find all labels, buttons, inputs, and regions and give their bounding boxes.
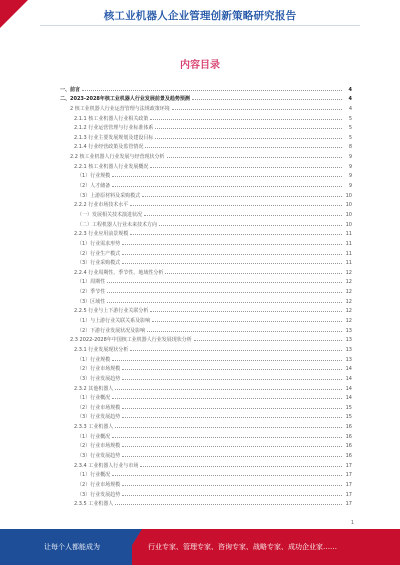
toc-entry[interactable]: [60, 122, 352, 132]
toc-leader-dots: [112, 176, 342, 177]
toc-leader-dots: [130, 234, 342, 235]
toc-entry-label: 2.2.3 行业应用前景规模: [74, 231, 129, 238]
toc-leader-dots: [172, 109, 342, 110]
toc-entry-page: 16: [345, 433, 352, 440]
toc-entry[interactable]: [60, 343, 352, 353]
toc-entry[interactable]: [60, 208, 352, 218]
toc-entry-page: 17: [345, 491, 352, 498]
toc-leader-dots: [165, 273, 342, 274]
footer-slant-shape: [120, 529, 142, 565]
toc-entry-page: 14: [345, 366, 352, 373]
toc-leader-dots: [115, 504, 342, 505]
toc-entry[interactable]: [60, 189, 352, 199]
toc-entry[interactable]: [60, 305, 352, 315]
page-number: 1: [350, 520, 354, 526]
toc-entry-page: 14: [345, 375, 352, 382]
toc-entry-label: （2）行业市场规模: [77, 481, 121, 488]
toc-entry[interactable]: [60, 295, 352, 305]
toc-entry-page: 14: [345, 385, 352, 392]
toc-leader-dots: [159, 225, 342, 226]
toc-entry[interactable]: [60, 459, 352, 469]
toc-entry-label: （2）下游行业发展状况及影响: [77, 327, 146, 334]
toc-entry-page: 17: [345, 501, 352, 508]
toc-entry-label: （1）行业规模: [77, 173, 111, 180]
toc-entry-page: 12: [345, 318, 352, 325]
toc-entry[interactable]: [60, 478, 352, 488]
toc-leader-dots: [194, 340, 342, 341]
toc-entry[interactable]: [60, 382, 352, 392]
toc-entry[interactable]: [60, 141, 352, 151]
toc-entry[interactable]: [60, 411, 352, 421]
toc-entry-label: 2.1.2 行业运营管理与行业标准体系: [74, 125, 154, 132]
toc-entry-label: 二、2023-2028年核工业机器人行业发展前景及趋势预测: [60, 96, 190, 103]
toc-leader-dots: [155, 128, 342, 129]
toc-entry-page: 10: [345, 202, 352, 209]
toc-entry[interactable]: [60, 449, 352, 459]
toc-entry-label: （1）周期性: [77, 279, 106, 286]
toc-entry-page: 5: [348, 115, 352, 122]
toc-leader-dots: [122, 379, 342, 380]
toc-entry-page: 11: [345, 250, 352, 257]
toc-entry-label: （2）季节性: [77, 289, 106, 296]
toc-leader-dots: [142, 196, 342, 197]
toc-entry-page: 12: [345, 279, 352, 286]
toc-leader-dots: [122, 417, 342, 418]
toc-leader-dots: [107, 292, 342, 293]
toc-entry-label: 2.1.1 核工业机器人行业相关政策: [74, 115, 149, 122]
toc-entry-label: （3）行业发展趋势: [77, 452, 121, 459]
toc-entry-page: 14: [345, 395, 352, 402]
toc-leader-dots: [122, 446, 342, 447]
toc-entry[interactable]: [60, 170, 352, 180]
toc-entry-page: 12: [345, 308, 352, 315]
toc-leader-dots: [122, 495, 342, 496]
toc-entry-label: 2.2.4 行业周期性、季节性、地域性分析: [74, 269, 164, 276]
toc-leader-dots: [122, 408, 342, 409]
toc-entry-page: 12: [345, 298, 352, 305]
toc-entry[interactable]: [60, 372, 352, 382]
toc-leader-dots: [112, 186, 342, 187]
toc-leader-dots: [150, 311, 342, 312]
toc-leader-dots: [107, 282, 342, 283]
toc-entry[interactable]: [60, 257, 352, 267]
toc-entry[interactable]: [60, 420, 352, 430]
toc-leader-dots: [112, 360, 342, 361]
toc-entry-label: （2）人才储备: [77, 183, 111, 190]
page-header: [0, 0, 400, 30]
toc-heading: 内容目录: [180, 60, 220, 71]
toc-entry-page: 16: [345, 424, 352, 431]
toc-leader-dots: [122, 456, 342, 457]
toc-entry-label: 2.2 核工业机器人行业发展与经营现状分析: [70, 154, 165, 161]
toc-entry[interactable]: [60, 112, 352, 122]
toc-entry-label: 2.3.5 工业机器人: [74, 501, 114, 508]
toc-entry-label: 2.3.3 工业机器人: [74, 424, 114, 431]
toc-entry-label: （1）行业概况: [77, 395, 111, 402]
toc-leader-dots: [147, 331, 342, 332]
page-footer: [0, 529, 400, 565]
toc-entry-page: 4: [348, 96, 352, 103]
toc-entry-label: （3）区域性: [77, 298, 106, 305]
toc-entry-label: 2.3.1 行业发展现状分析: [74, 346, 129, 353]
toc-entry[interactable]: [60, 285, 352, 295]
toc-leader-dots: [155, 138, 342, 139]
toc-entry-page: 17: [345, 472, 352, 479]
toc-entry-label: 一、前言: [60, 86, 81, 93]
toc-entry-page: 15: [345, 414, 352, 421]
toc-leader-dots: [107, 302, 342, 303]
toc-leader-dots: [115, 389, 342, 390]
toc-entry-label: 2.1.3 行业主要发展规划及建设目标: [74, 134, 154, 141]
toc-leader-dots: [122, 263, 342, 264]
toc-entry[interactable]: [60, 102, 352, 112]
toc-entry-label: 2.1.4 行业经营政策及监管情况: [74, 144, 144, 151]
toc-entry[interactable]: [60, 247, 352, 257]
toc-leader-dots: [140, 466, 342, 467]
toc-entry-page: 9: [348, 154, 352, 161]
toc-entry-page: 9: [348, 173, 352, 180]
toc-entry-label: （2）行业生产模式: [77, 250, 121, 257]
toc-entry[interactable]: [60, 324, 352, 334]
toc-entry-page: 15: [345, 404, 352, 411]
toc-entry-label: 2.3.2 其他机器人: [74, 385, 114, 392]
toc-entry-page: 13: [345, 356, 352, 363]
toc-entry-page: 10: [345, 192, 352, 199]
toc-entry-label: （1）行业概况: [77, 433, 111, 440]
toc-entry[interactable]: [60, 469, 352, 479]
toc-entry[interactable]: [60, 93, 352, 103]
toc-entry-label: 2.2.2 行业市场技术水平: [74, 202, 129, 209]
toc-leader-dots: [122, 369, 342, 370]
toc-entry-page: 5: [348, 134, 352, 141]
toc-entry[interactable]: [60, 228, 352, 238]
toc-entry-label: 2 核工业机器人行业运营管理与法规政策环境: [70, 105, 170, 112]
toc-leader-dots: [130, 350, 342, 351]
toc-entry[interactable]: [60, 276, 352, 286]
toc-leader-dots: [152, 321, 342, 322]
toc-entry-page: 16: [345, 443, 352, 450]
toc-leader-dots: [122, 244, 342, 245]
report-title: 核工业机器人企业管理创新策略研究报告: [103, 10, 297, 22]
toc-leader-dots: [122, 254, 342, 255]
header-divider: [40, 25, 360, 26]
toc-entry[interactable]: [60, 83, 352, 93]
toc-entry-page: 12: [345, 269, 352, 276]
toc-leader-dots: [115, 427, 342, 428]
toc-entry-page: 11: [345, 231, 352, 238]
toc-entry-page: 11: [345, 240, 352, 247]
toc-entry-page: 17: [345, 481, 352, 488]
toc-entry-page: 9: [348, 183, 352, 190]
toc-leader-dots: [112, 398, 342, 399]
toc-entry-page: 4: [348, 105, 352, 112]
toc-entry-label: （1）与上游行业关联关系及影响: [77, 318, 151, 325]
toc-leader-dots: [192, 99, 342, 100]
toc-entry-label: 2.3.4 工业机器人行业与市场: [74, 462, 139, 469]
toc-entry-label: （3）行业发展趋势: [77, 375, 121, 382]
toc-entry[interactable]: [60, 218, 352, 228]
toc-entry-page: 12: [345, 289, 352, 296]
table-of-contents: [60, 83, 352, 507]
toc-entry-page: 4: [348, 86, 352, 93]
toc-entry[interactable]: [60, 430, 352, 440]
toc-leader-dots: [112, 475, 342, 476]
footer-slogan-left: 让每个人都能成为: [44, 543, 100, 551]
toc-entry[interactable]: [60, 150, 352, 160]
toc-entry-label: （3）行业发展趋势: [77, 491, 121, 498]
toc-entry[interactable]: [60, 179, 352, 189]
toc-leader-dots: [130, 205, 342, 206]
toc-entry[interactable]: [60, 131, 352, 141]
toc-entry-label: （2）行业市场规模: [77, 443, 121, 450]
toc-entry-page: 13: [345, 346, 352, 353]
toc-entry[interactable]: [60, 363, 352, 373]
toc-leader-dots: [145, 147, 342, 148]
toc-entry-label: （1）行业规模: [77, 356, 111, 363]
toc-entry-label: （3）行业发展趋势: [77, 414, 121, 421]
toc-entry-page: 10: [345, 211, 352, 218]
toc-leader-dots: [167, 157, 342, 158]
toc-entry-label: （3）上游原材料及采购模式: [77, 192, 141, 199]
toc-leader-dots: [82, 90, 342, 91]
toc-entry-page: 9: [348, 163, 352, 170]
toc-entry-page: 11: [345, 260, 352, 267]
toc-entry-label: （1）行业概况: [77, 472, 111, 479]
toc-entry[interactable]: [60, 498, 352, 508]
toc-entry-label: （3）行业采购模式: [77, 260, 121, 267]
toc-entry[interactable]: [60, 160, 352, 170]
toc-entry-page: 13: [345, 337, 352, 344]
toc-leader-dots: [150, 167, 342, 168]
toc-entry-page: 5: [348, 125, 352, 132]
toc-entry-page: 16: [345, 452, 352, 459]
toc-entry[interactable]: [60, 314, 352, 324]
toc-entry[interactable]: [60, 334, 352, 344]
toc-leader-dots: [144, 215, 342, 216]
toc-entry-label: 2.2.1 核工业机器人行业发展概况: [74, 163, 149, 170]
toc-entry[interactable]: [60, 199, 352, 209]
toc-entry[interactable]: [60, 353, 352, 363]
toc-leader-dots: [150, 119, 342, 120]
toc-entry[interactable]: [60, 440, 352, 450]
toc-entry-page: 13: [345, 327, 352, 334]
footer-slogan-right: 行业专家、管理专家、咨询专家、战略专家、成功企业家……: [148, 543, 337, 551]
toc-entry-page: 17: [345, 462, 352, 469]
toc-entry-label: （2）行业市场规模: [77, 366, 121, 373]
toc-entry-label: （二）工程机器人行业未来技术方向: [77, 221, 158, 228]
toc-entry-label: （一）发展相关技术演进状况: [77, 211, 143, 218]
toc-entry[interactable]: [60, 401, 352, 411]
toc-entry-label: 2.3 2022-2028年中国核工业机器人行业发展现状分析: [70, 337, 192, 344]
toc-entry-page: 10: [345, 221, 352, 228]
toc-entry-label: 2.2.5 行业与上下游行业关联分析: [74, 308, 149, 315]
toc-entry[interactable]: [60, 488, 352, 498]
toc-leader-dots: [122, 485, 342, 486]
toc-entry[interactable]: [60, 237, 352, 247]
toc-entry[interactable]: [60, 392, 352, 402]
toc-entry-page: 8: [348, 144, 352, 151]
toc-entry-label: （2）行业市场规模: [77, 404, 121, 411]
toc-leader-dots: [112, 437, 342, 438]
toc-entry[interactable]: [60, 266, 352, 276]
toc-entry-label: （1）行业需求形势: [77, 240, 121, 247]
